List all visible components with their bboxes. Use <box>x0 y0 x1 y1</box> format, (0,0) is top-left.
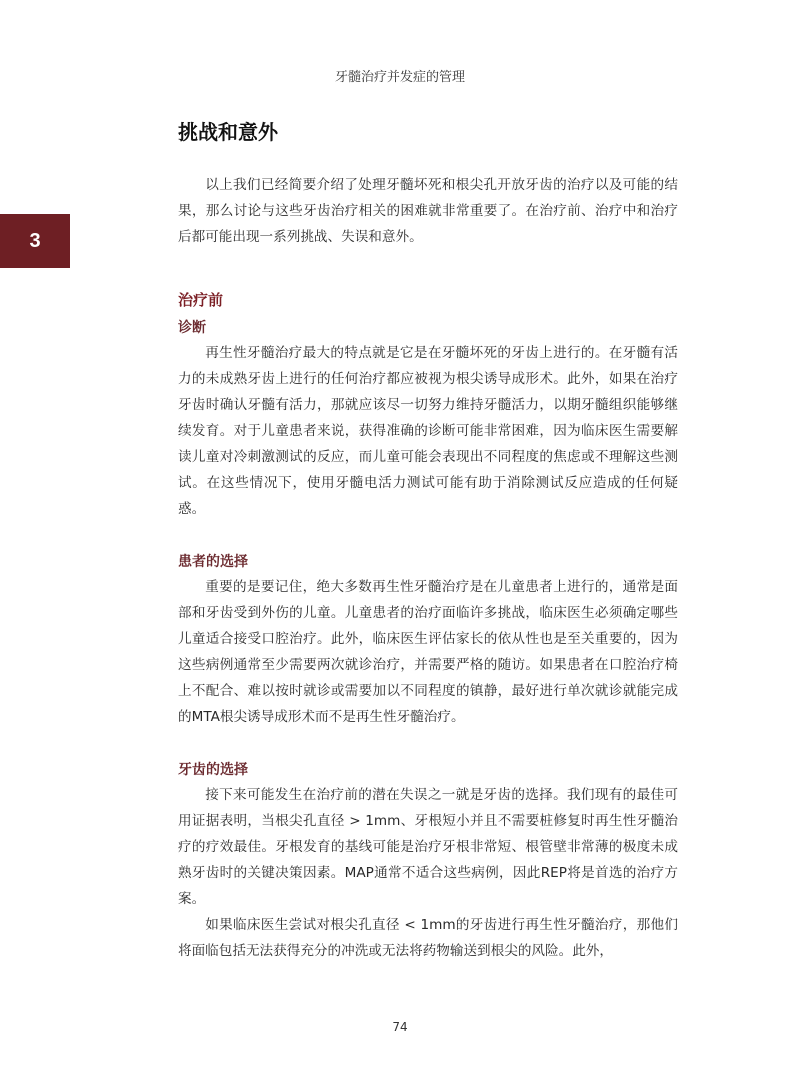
page-content <box>178 118 678 964</box>
heading-diagnosis: 诊断 <box>178 320 206 336</box>
tooth-selection-paragraph-1: 接下来可能发生在治疗前的潜在失误之一就是牙齿的选择。我们现有的最佳可用证据表明，当根尖孔直径 > 1mm、牙根短小并且不需要桩修复时再生性牙髓治疗的疗效最佳。牙根发育的基线可能是治疗牙根非常短、根管壁非常薄的极度未成熟牙齿时的关键决策因素。MAP通常不适合这些病例，因此REP将是首选的治疗方案。 <box>178 787 678 907</box>
diagnosis-paragraph: 再生性牙髓治疗最大的特点就是它是在牙髓坏死的牙齿上进行的。在牙髓有活力的未成熟牙齿上进行的任何治疗都应被视为根尖诱导成形术。此外，如果在治疗牙齿时确认牙髓有活力，那就应该尽一切努力维持牙髓活力，以期牙髓组织能够继续发育。对于儿童患者来说，获得准确的诊断可能非常困难，因为临床医生需要解读儿童对冷刺激测试的反应，而儿童可能会表现出不同程度的焦虑或不理解这些测试。在这些情况下，使用牙髓电活力测试可能有助于消除测试反应造成的任何疑惑。 <box>178 345 678 517</box>
chapter-tab <box>0 214 70 268</box>
page-number: 74 <box>392 1020 408 1034</box>
patient-selection-paragraph: 重要的是要记住，绝大多数再生性牙髓治疗是在儿童患者上进行的，通常是面部和牙齿受到外伤的儿童。儿童患者的治疗面临许多挑战，临床医生必须确定哪些儿童适合接受口腔治疗。此外，临床医生评估家长的依从性也是至关重要的，因为这些病例通常至少需要两次就诊治疗，并需要严格的随访。如果患者在口腔治疗椅上不配合、难以按时就诊或需要加以不同程度的镇静，最好进行单次就诊就能完成的MTA根尖诱导成形术而不是再生性牙髓治疗。 <box>178 579 678 725</box>
subsection-title-pre-treatment: 治疗前 <box>178 291 224 309</box>
tooth-selection-paragraph-2: 如果临床医生尝试对根尖孔直径 < 1mm的牙齿进行再生性牙髓治疗，那他们将面临包括无法获得充分的冲洗或无法将药物输送到根尖的风险。此外， <box>178 917 678 959</box>
heading-patient-selection: 患者的选择 <box>178 554 248 570</box>
heading-tooth-selection: 牙齿的选择 <box>178 762 248 778</box>
chapter-number: 3 <box>29 229 41 252</box>
intro-paragraph: 以上我们已经简要介绍了处理牙髓坏死和根尖孔开放牙齿的治疗以及可能的结果，那么讨论与这些牙齿治疗相关的困难就非常重要了。在治疗前、治疗中和治疗后都可能出现一系列挑战、失误和意外。 <box>178 177 678 245</box>
running-header: 牙髓治疗并发症的管理 <box>334 70 465 85</box>
section-title: 挑战和意外 <box>178 120 278 144</box>
